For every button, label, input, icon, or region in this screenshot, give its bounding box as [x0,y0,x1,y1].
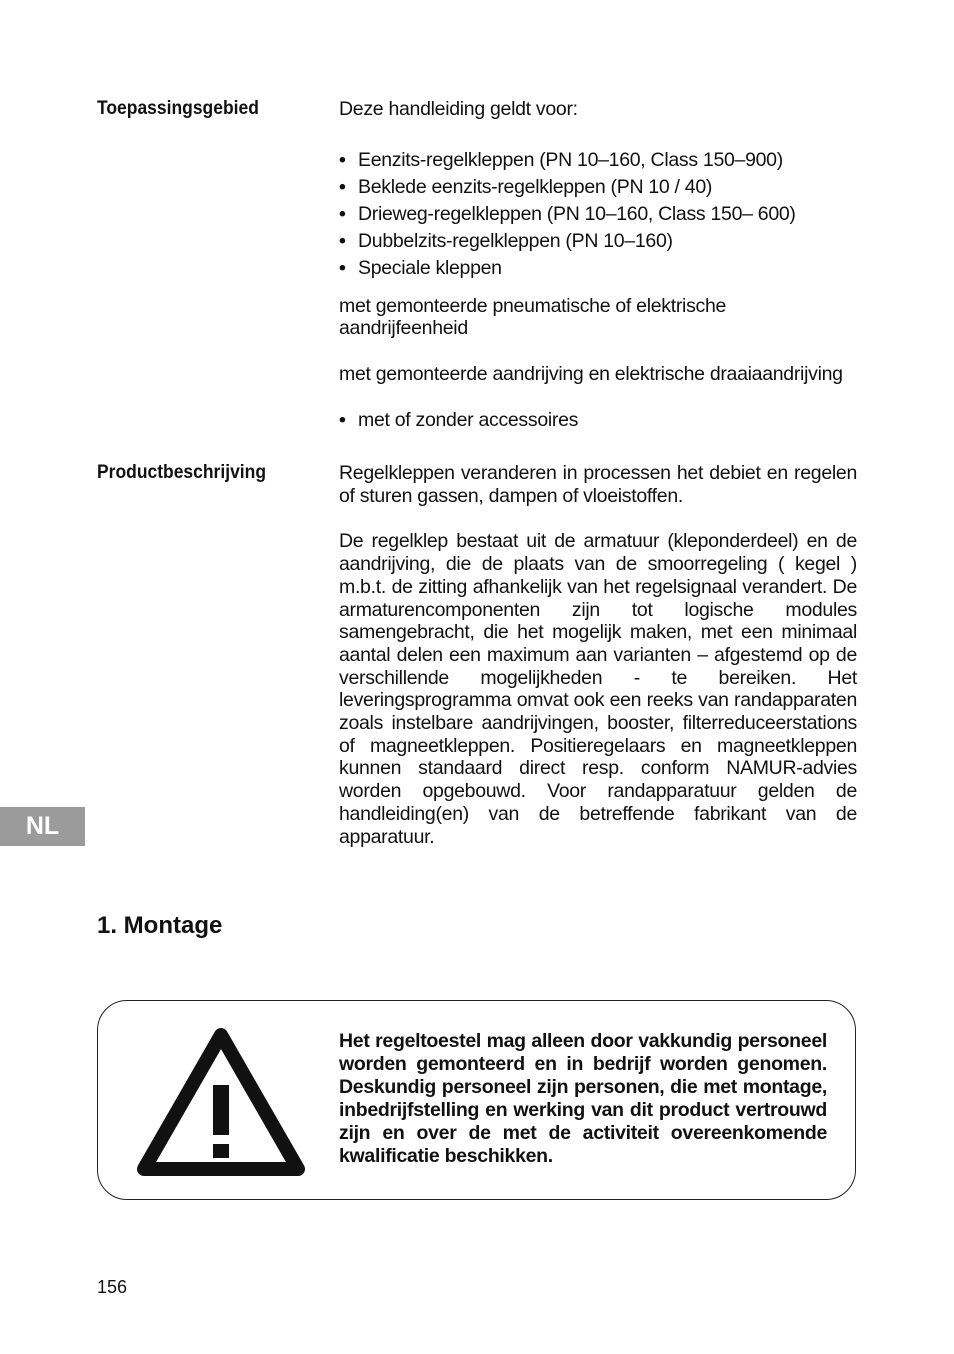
list-item: • Speciale kleppen [339,256,502,279]
list-item: • Eenzits-regelkleppen (PN 10–160, Class 150–900) [339,148,783,171]
warning-text: Het regeltoestel mag alleen door vakkundig personeel worden gemonteerd en in bedrijf worden genomen. Deskundig personeel zijn personen, die met montage, inbedrijfstelling en werking van dit product vertrouwd zijn en over de met de activiteit overeenkomende kwalificatie beschikken. [339,1030,827,1167]
product-heading: Productbeschrijving [97,462,267,483]
bullet-icon: • [339,175,346,198]
bullet-icon: • [339,256,346,279]
bullet-icon: • [339,229,346,252]
scope-intro: Deze handleiding geldt voor: [339,98,578,120]
page-number: 156 [97,1277,128,1297]
bullet-icon: • [339,408,346,431]
language-tab: NL [0,807,85,846]
warning-box [97,1000,856,1200]
accessories-list [339,409,857,436]
valve-type-list [339,149,857,284]
section-title: 1. Montage [97,912,223,939]
warning-triangle-icon [136,1025,306,1177]
scope-line-rotary: met gemonteerde aandrijving en elektrische draaiaandrijving [339,363,843,386]
bullet-icon: • [339,148,346,171]
scope-heading: Toepassingsgebied [97,98,259,119]
scope-line-pneumatic: met gemonteerde pneumatische of elektrische aandrijfeenheid [339,294,727,340]
list-item: • Dubbelzits-regelkleppen (PN 10–160) [339,229,673,252]
product-paragraph-1: Regelkleppen veranderen in processen het debiet en regelen of sturen gassen, dampen of vloeistoffen. [339,462,857,507]
scope-content [339,98,857,436]
list-item: • met of zonder accessoires [339,408,579,431]
bullet-icon: • [339,202,346,225]
product-content [339,462,857,848]
list-item: • Drieweg-regelkleppen (PN 10–160, Class 150– 600) [339,202,796,225]
list-item: • Beklede eenzits-regelkleppen (PN 10 / 40) [339,175,713,198]
product-paragraph-2: De regelklep bestaat uit de armatuur (kleponderdeel) en de aandrijving, die de plaats van de smoorregeling ( kegel ) m.b.t. de zitting afhankelijk van het regelsignaal verandert. De armaturencomponenten zijn tot logische modules samengebracht, die het mogelijk maken, met een minimaal aantal delen een maximum aan varianten – afgestemd op de verschillende mogelijkheden - te bereiken. Het leveringsprogramma omvat ook een reeks van randapparaten zoals instelbare aandrijvingen, booster, filterreduceerstations of magneetkleppen. Positieregelaars en magneetkleppen kunnen standaard direct resp. conform NAMUR-advies worden opgebouwd. Voor randapparatuur gelden de handleiding(en) van de betreffende fabrikant van de apparatuur. [339,530,857,848]
